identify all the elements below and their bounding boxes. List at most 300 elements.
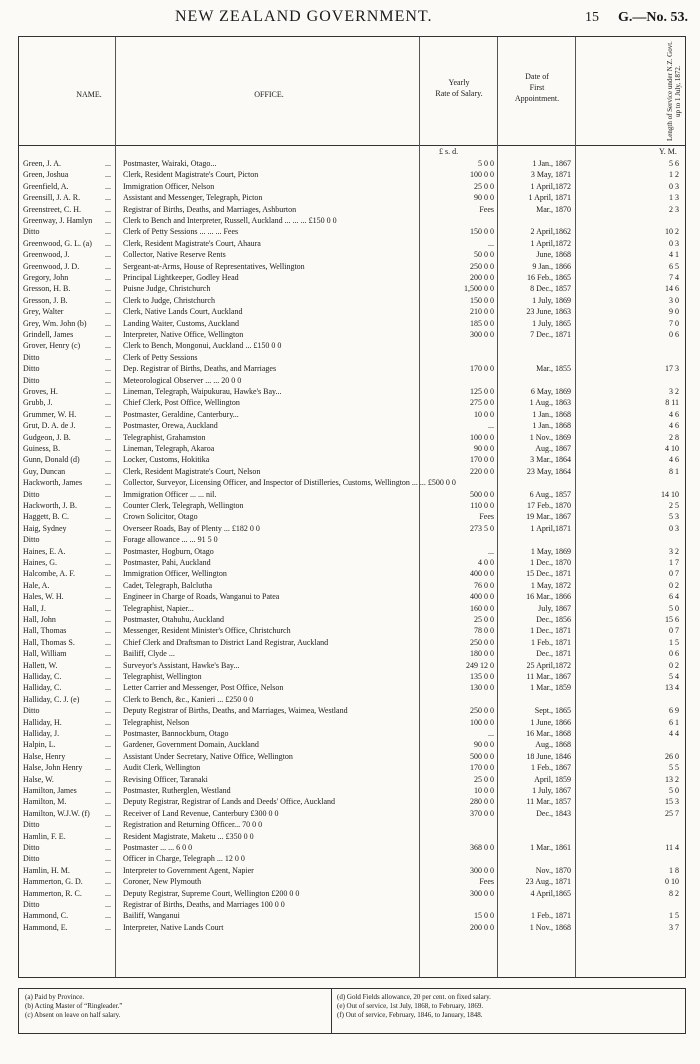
salary-cell: 170 0 0 xyxy=(470,763,494,773)
name-cell: Greenstreet, C. H. xyxy=(23,204,81,214)
leader-dots: ... xyxy=(105,375,111,385)
name-cell: Hall, William xyxy=(23,649,67,659)
leader-dots: ... xyxy=(105,911,111,921)
date-cell: Aug., 1867 xyxy=(535,444,571,453)
name-cell: Gresson, J. B. xyxy=(23,295,68,305)
name-cell: Guy, Duncan xyxy=(23,466,66,476)
salary-cell: 90 0 0 xyxy=(474,193,494,203)
length-cell: 5 6 xyxy=(669,159,679,168)
name-cell: Ditto xyxy=(23,227,40,237)
office-cell: Deputy Registrar, Registrar of Lands and Deeds' Office, Auckland xyxy=(123,797,336,807)
date-cell: 9 Jan., 1866 xyxy=(532,261,571,271)
name-cell: Greenway, J. Hamlyn xyxy=(23,216,93,225)
office-cell: Cadet, Telegraph, Balclutha xyxy=(123,580,213,590)
name-cell: Hamlin, H. M. xyxy=(23,865,70,875)
date-cell: 1 Mar., 1859 xyxy=(530,683,571,693)
length-cell: 6 5 xyxy=(669,261,679,271)
name-cell: Ditto xyxy=(23,535,40,545)
leader-dots: ... xyxy=(105,523,111,533)
name-cell: Hall, J. xyxy=(23,603,46,613)
salary-cell: 10 0 0 xyxy=(474,409,494,419)
office-cell: Sergeant-at-Arms, House of Representatives, Wellington xyxy=(123,261,305,271)
date-cell: 11 Mar., 1867 xyxy=(526,672,571,681)
name-cell: Halliday, C. xyxy=(23,683,62,693)
office-cell: Coroner, New Plymouth xyxy=(123,877,202,887)
office-cell: Collector, Surveyor, Licensing Officer, and Inspector of Distilleries, Customs, Wellington ... ... £500 0 0 xyxy=(123,478,456,488)
name-cell: Hamilton, W.J.W. (f) xyxy=(23,808,90,818)
date-cell: Aug., 1868 xyxy=(535,740,571,750)
office-cell: Registrar of Births, Deaths, and Marriages 100 0 0 xyxy=(123,900,285,909)
name-cell: Hammond, E. xyxy=(23,922,68,932)
office-cell: Audit Clerk, Wellington xyxy=(123,763,201,773)
name-cell: Ditto xyxy=(23,900,40,909)
name-cell: Gregory, John xyxy=(23,273,69,282)
office-cell: Postmaster, Bannockburn, Otago xyxy=(123,729,229,738)
name-cell: Halse, Henry xyxy=(23,751,66,761)
salary-cell: 170 0 0 xyxy=(470,364,494,374)
length-cell: 25 7 xyxy=(665,808,679,818)
salary-cell: 25 0 0 xyxy=(474,181,494,191)
salary-cell: 500 0 0 xyxy=(470,489,494,499)
date-cell: 1 Feb., 1871 xyxy=(531,911,571,921)
office-cell: Assistant and Messenger, Telegraph, Picton xyxy=(123,193,263,203)
name-cell: Greenwood, J. D. xyxy=(23,261,80,271)
leader-dots: ... xyxy=(105,660,111,670)
leader-dots: ... xyxy=(105,216,111,225)
date-cell: 1 Feb., 1867 xyxy=(531,763,571,773)
length-units: Y. M. xyxy=(659,147,677,156)
office-cell: Overseer Roads, Bay of Plenty ... £182 0 0 xyxy=(123,523,260,533)
date-cell: 1 Dec., 1871 xyxy=(530,626,571,636)
leader-dots: ... xyxy=(105,227,111,237)
length-cell: 6 9 xyxy=(669,706,679,716)
length-cell: 0 6 xyxy=(669,330,679,339)
footnote: (d) Gold Fields allowance, 20 per cent. on fixed salary. xyxy=(337,993,491,1001)
salary-cell: 4 0 0 xyxy=(478,558,494,567)
leader-dots: ... xyxy=(105,421,111,431)
name-cell: Green, Joshua xyxy=(23,170,69,180)
office-cell: Clerk to Bench and Interpreter, Russell, Auckland ... ... ... £150 0 0 xyxy=(123,216,337,225)
name-cell: Greenfield, A. xyxy=(23,181,69,191)
office-cell: Letter Carrier and Messenger, Post Office, Nelson xyxy=(123,683,284,693)
date-cell: 6 Aug., 1857 xyxy=(529,489,571,499)
name-cell: Ditto xyxy=(23,843,40,852)
leader-dots: ... xyxy=(105,865,111,875)
name-cell: Grut, D. A. de J. xyxy=(23,421,76,431)
salary-cell: 275 0 0 xyxy=(470,398,494,408)
date-cell: 1 Nov., 1869 xyxy=(529,432,571,442)
office-cell: Clerk, Resident Magistrate's Court, Ahaura xyxy=(123,238,261,248)
name-cell: Haines, E. A. xyxy=(23,546,66,556)
date-cell: 1 April,1871 xyxy=(530,523,571,533)
office-cell: Deputy Registrar, Supreme Court, Wellington £200 0 0 xyxy=(123,888,300,898)
date-cell: 17 Feb., 1870 xyxy=(527,501,571,510)
date-cell: Nov., 1870 xyxy=(535,865,571,875)
name-cell: Halliday, H. xyxy=(23,717,62,727)
office-cell: Meteorological Observer ... ... 20 0 0 xyxy=(123,375,242,385)
salary-cell: 300 0 0 xyxy=(470,865,494,875)
office-cell: Assistant Under Secretary, Native Office, Wellington xyxy=(123,751,293,761)
length-cell: 6 1 xyxy=(669,717,679,727)
name-cell: Grubb, J. xyxy=(23,398,53,408)
office-cell: Chief Clerk, Post Office, Wellington xyxy=(123,398,240,408)
col-date-header: Date of First Appointment. xyxy=(514,72,560,103)
leader-dots: ... xyxy=(105,922,111,932)
name-cell: Guiness, B. xyxy=(23,444,61,453)
office-cell: Chief Clerk and Draftsman to District Land Registrar, Auckland xyxy=(123,637,329,647)
date-cell: 1 July, 1865 xyxy=(532,318,571,328)
name-cell: Hammerton, G. D. xyxy=(23,877,83,887)
name-cell: Green, J. A. xyxy=(23,159,61,168)
office-cell: Lineman, Telegraph, Akaroa xyxy=(123,444,215,453)
office-cell: Gardener, Government Domain, Auckland xyxy=(123,740,259,750)
office-cell: Engineer in Charge of Roads, Wanganui to Patea xyxy=(123,592,280,602)
date-cell: Sept., 1865 xyxy=(534,706,571,716)
office-cell: Postmaster, Geraldine, Canterbury... xyxy=(123,409,239,419)
office-cell: Clerk to Judge, Christchurch xyxy=(123,295,215,305)
office-cell: Officer in Charge, Telegraph ... 12 0 0 xyxy=(123,854,245,864)
name-cell: Hamilton, James xyxy=(23,786,77,795)
name-cell: Greenwood, G. L. (a) xyxy=(23,238,92,248)
date-cell: 1 Aug., 1863 xyxy=(529,398,571,408)
name-cell: Hackworth, James xyxy=(23,478,83,488)
date-cell: Mar., 1855 xyxy=(536,364,571,374)
office-cell: Lineman, Telegraph, Waipukurau, Hawke's Bay... xyxy=(123,387,282,396)
page-number: 15 xyxy=(585,10,599,25)
salary-cell: 170 0 0 xyxy=(470,455,494,465)
footnote: (c) Absent on leave on half salary. xyxy=(25,1011,121,1019)
length-cell: 0 2 xyxy=(669,660,679,670)
name-cell: Haig, Sydney xyxy=(23,523,67,533)
leader-dots: ... xyxy=(105,717,111,727)
office-cell: Puisne Judge, Christchurch xyxy=(123,284,211,294)
date-cell: 8 Dec., 1857 xyxy=(530,284,571,294)
office-cell: Surveyor's Assistant, Hawke's Bay... xyxy=(123,660,240,670)
salary-cell: 130 0 0 xyxy=(470,683,494,693)
length-cell: 11 4 xyxy=(665,843,679,852)
leader-dots: ... xyxy=(105,159,111,168)
salary-cell: ... xyxy=(488,421,494,431)
date-cell: 23 June, 1863 xyxy=(526,307,571,317)
length-cell: 4 6 xyxy=(669,409,679,419)
leader-dots: ... xyxy=(105,466,111,476)
salary-cell: 90 0 0 xyxy=(474,444,494,453)
leader-dots: ... xyxy=(105,204,111,214)
date-cell: 1 Mar., 1861 xyxy=(530,843,571,852)
leader-dots: ... xyxy=(105,398,111,408)
date-cell: 1 Feb., 1871 xyxy=(531,637,571,647)
footnotes xyxy=(18,988,686,1034)
salary-cell: 160 0 0 xyxy=(470,603,494,613)
salary-cell: 100 0 0 xyxy=(470,170,494,180)
date-cell: July, 1867 xyxy=(538,603,571,613)
col-salary-header: Yearly Rate of Salary. xyxy=(435,78,483,98)
length-cell: 4 1 xyxy=(669,250,679,260)
salary-cell: 500 0 0 xyxy=(470,751,494,761)
date-cell: June, 1868 xyxy=(536,250,571,260)
leader-dots: ... xyxy=(105,273,111,282)
name-cell: Hales, W. H. xyxy=(23,592,64,602)
length-cell: 3 7 xyxy=(669,922,679,932)
salary-cell: 368 0 0 xyxy=(470,843,494,852)
length-cell: 3 0 xyxy=(669,295,679,305)
name-cell: Gudgeon, J. B. xyxy=(23,432,71,442)
length-cell: 5 5 xyxy=(669,763,679,773)
name-cell: Grey, Walter xyxy=(23,307,64,317)
length-cell: 8 1 xyxy=(669,466,679,476)
leader-dots: ... xyxy=(105,740,111,750)
length-cell: 3 2 xyxy=(669,387,679,396)
salary-cell: 250 0 0 xyxy=(470,706,494,716)
office-cell: Interpreter, Native Office, Wellington xyxy=(123,330,244,339)
salary-cell: 90 0 0 xyxy=(474,740,494,750)
date-cell: 1 Jan., 1867 xyxy=(532,159,571,168)
length-cell: 1 8 xyxy=(669,865,679,875)
name-cell: Hall, Thomas xyxy=(23,626,67,636)
salary-cell: 280 0 0 xyxy=(470,797,494,807)
office-cell: Clerk to Bench, &c., Kanieri ... £250 0 0 xyxy=(123,694,254,704)
date-cell: 1 Jan., 1868 xyxy=(532,421,571,431)
salary-cell: 135 0 0 xyxy=(470,672,494,681)
leader-dots: ... xyxy=(105,546,111,556)
name-cell: Hall, John xyxy=(23,615,56,624)
col-length-header: Length of Service under N.Z. Govt. up to 1 July, 1872. xyxy=(666,41,682,141)
date-cell: 7 Dec., 1871 xyxy=(530,330,571,339)
salary-cell: 78 0 0 xyxy=(474,626,494,636)
salary-cell: 25 0 0 xyxy=(474,615,494,624)
leader-dots: ... xyxy=(105,387,111,396)
length-cell: 0 2 xyxy=(669,580,679,590)
name-cell: Halpin, L. xyxy=(23,740,56,750)
date-cell: 18 June, 1846 xyxy=(526,751,571,761)
office-cell: Messenger, Resident Minister's Office, Christchurch xyxy=(123,626,291,636)
name-cell: Hammerton, R. C. xyxy=(23,888,82,898)
length-cell: 9 0 xyxy=(669,307,679,317)
date-cell: 16 Mar., 1868 xyxy=(526,729,571,738)
name-cell: Hallett, W. xyxy=(23,660,58,670)
salary-cell: 185 0 0 xyxy=(470,318,494,328)
length-cell: 1 7 xyxy=(669,558,679,567)
salary-cell: 125 0 0 xyxy=(470,387,494,396)
office-cell: Telegraphist, Napier... xyxy=(123,603,194,613)
name-cell: Hamlin, F. E. xyxy=(23,831,66,841)
divider-name xyxy=(115,37,116,977)
office-cell: Postmaster, Orewa, Auckland xyxy=(123,421,218,431)
date-cell: 23 May, 1864 xyxy=(526,466,571,476)
leader-dots: ... xyxy=(105,603,111,613)
salary-cell: 200 0 0 xyxy=(470,922,494,932)
table-header xyxy=(19,37,685,146)
length-cell: 7 4 xyxy=(669,273,679,282)
length-cell: 0 7 xyxy=(669,626,679,636)
office-cell: Crown Solicitor, Otago xyxy=(123,512,198,522)
date-cell: Dec., 1856 xyxy=(536,615,571,624)
name-cell: Hammond, C. xyxy=(23,911,69,921)
date-cell: 1 June, 1866 xyxy=(530,717,571,727)
name-cell: Ditto xyxy=(23,820,40,830)
length-cell: 14 6 xyxy=(665,284,679,294)
office-cell: Clerk of Petty Sessions xyxy=(123,352,198,362)
leader-dots: ... xyxy=(105,831,111,841)
length-cell: 5 0 xyxy=(669,603,679,613)
length-cell: 7 0 xyxy=(669,318,679,328)
footnote: (a) Paid by Province. xyxy=(25,993,85,1001)
leader-dots: ... xyxy=(105,808,111,818)
salary-cell: ... xyxy=(488,546,494,556)
length-cell: 15 6 xyxy=(665,615,679,624)
length-cell: 17 3 xyxy=(665,364,679,374)
leader-dots: ... xyxy=(105,774,111,784)
office-cell: Clerk, Native Lands Court, Auckland xyxy=(123,307,243,317)
name-cell: Ditto xyxy=(23,352,40,362)
salary-cell: 25 0 0 xyxy=(474,774,494,784)
salary-cell: 400 0 0 xyxy=(470,569,494,579)
salary-cell: 150 0 0 xyxy=(470,227,494,237)
length-cell: 0 3 xyxy=(669,181,679,191)
length-cell: 1 5 xyxy=(669,911,679,921)
salary-cell: 180 0 0 xyxy=(470,649,494,659)
leader-dots: ... xyxy=(105,672,111,681)
col-office-header: OFFICE. xyxy=(254,90,284,99)
office-cell: Postmaster ... ... 6 0 0 xyxy=(123,843,193,852)
office-cell: Clerk, Resident Magistrate's Court, Nelson xyxy=(123,466,261,476)
length-cell: 8 2 xyxy=(669,888,679,898)
leader-dots: ... xyxy=(105,751,111,761)
footnotes-left xyxy=(25,993,325,1020)
office-cell: Deputy Registrar of Births, Deaths, and Marriages, Waimea, Westland xyxy=(123,706,348,716)
footnotes-right xyxy=(337,993,677,1020)
leader-dots: ... xyxy=(105,444,111,453)
date-cell: 16 Feb., 1865 xyxy=(527,273,571,282)
name-cell: Halcombe, A. F. xyxy=(23,569,76,579)
footnote: (f) Out of service, February, 1846, to January, 1848. xyxy=(337,1011,483,1019)
length-cell: 5 3 xyxy=(669,512,679,522)
length-cell: 13 2 xyxy=(665,774,679,784)
col-name-header: NAME. xyxy=(76,90,102,99)
salary-cell: 76 0 0 xyxy=(474,580,494,590)
office-cell: Telegraphist, Grahamston xyxy=(123,432,206,442)
date-cell: 23 Aug., 1871 xyxy=(525,877,571,887)
leader-dots: ... xyxy=(105,181,111,191)
length-cell: 4 10 xyxy=(665,444,679,453)
length-cell: 6 4 xyxy=(669,592,679,602)
salary-cell: 300 0 0 xyxy=(470,888,494,898)
office-cell: Telegraphist, Wellington xyxy=(123,672,202,681)
office-cell: Interpreter, Native Lands Court xyxy=(123,922,224,932)
leader-dots: ... xyxy=(105,592,111,602)
date-cell: 1 April, 1871 xyxy=(528,193,571,203)
date-cell: 1 Nov., 1868 xyxy=(529,922,571,932)
salary-cell: 15 0 0 xyxy=(474,911,494,921)
length-cell: 1 3 xyxy=(669,193,679,203)
salary-cell: 300 0 0 xyxy=(470,330,494,339)
page-header xyxy=(0,0,700,40)
leader-dots: ... xyxy=(105,877,111,887)
length-cell: 2 5 xyxy=(669,501,679,510)
name-cell: Ditto xyxy=(23,489,40,499)
name-cell: Groves, H. xyxy=(23,387,58,396)
salary-cell: Fees xyxy=(479,204,494,214)
date-cell: 1 April,1872 xyxy=(530,238,571,248)
name-cell: Hamilton, M. xyxy=(23,797,67,807)
office-cell: Registrar of Births, Deaths, and Marriages, Ashburton xyxy=(123,204,297,214)
name-cell: Gresson, H. B. xyxy=(23,284,71,294)
length-cell: 1 2 xyxy=(669,170,679,180)
date-cell: 4 April,1865 xyxy=(530,888,571,898)
salary-cell: 100 0 0 xyxy=(470,717,494,727)
length-cell: 2 3 xyxy=(669,204,679,214)
salary-cell: 249 12 0 xyxy=(466,660,494,670)
leader-dots: ... xyxy=(105,786,111,795)
leader-dots: ... xyxy=(105,900,111,909)
leader-dots: ... xyxy=(105,626,111,636)
salary-cell: 370 0 0 xyxy=(470,808,494,818)
office-cell: Immigration Officer, Nelson xyxy=(123,181,215,191)
office-cell: Locker, Customs, Hokitika xyxy=(123,455,210,465)
name-cell: Haines, G. xyxy=(23,558,57,567)
date-cell: 3 May, 1871 xyxy=(530,170,571,180)
leader-dots: ... xyxy=(105,569,111,579)
length-cell: 1 5 xyxy=(669,637,679,647)
salary-cell: ... xyxy=(488,238,494,248)
leader-dots: ... xyxy=(105,649,111,659)
footnote: (e) Out of service, 1st July, 1868, to February, 1869. xyxy=(337,1002,484,1010)
office-cell: Principal Lightkeeper, Godley Head xyxy=(123,273,239,282)
length-cell: 3 2 xyxy=(669,546,679,556)
length-cell: 14 10 xyxy=(661,489,679,499)
salary-cell: 210 0 0 xyxy=(470,307,494,317)
name-cell: Haggett, B. C. xyxy=(23,512,69,522)
salary-cell: 100 0 0 xyxy=(470,432,494,442)
leader-dots: ... xyxy=(105,558,111,567)
salary-cell: 250 0 0 xyxy=(470,261,494,271)
leader-dots: ... xyxy=(105,843,111,852)
name-cell: Ditto xyxy=(23,364,40,374)
leader-dots: ... xyxy=(105,763,111,773)
leader-dots: ... xyxy=(105,478,111,488)
name-cell: Grummer, W. H. xyxy=(23,409,77,419)
date-cell: 1 July, 1869 xyxy=(532,295,571,305)
length-cell: 13 4 xyxy=(665,683,679,693)
office-cell: Resident Magistrate, Maketu ... £350 0 0 xyxy=(123,831,254,841)
length-cell: 5 0 xyxy=(669,786,679,795)
date-cell: April, 1859 xyxy=(534,774,571,784)
date-cell: 25 April,1872 xyxy=(526,660,571,670)
name-cell: Halse, W. xyxy=(23,774,54,784)
leader-dots: ... xyxy=(105,797,111,807)
leader-dots: ... xyxy=(105,729,111,738)
name-cell: Hackworth, J. B. xyxy=(23,501,77,510)
office-cell: Clerk, Resident Magistrate's Court, Picton xyxy=(123,170,259,180)
date-cell: Dec., 1843 xyxy=(536,808,571,818)
salary-cell: ... xyxy=(488,729,494,738)
leader-dots: ... xyxy=(105,854,111,864)
leader-dots: ... xyxy=(105,580,111,590)
leader-dots: ... xyxy=(105,193,111,203)
document-title: NEW ZEALAND GOVERNMENT. xyxy=(175,8,433,25)
divider-date xyxy=(575,37,576,977)
office-cell: Landing Waiter, Customs, Auckland xyxy=(123,318,239,328)
date-cell: 1 Jan., 1868 xyxy=(532,409,571,419)
office-cell: Clerk to Bench, Mongonui, Auckland ... £150 0 0 xyxy=(123,341,282,351)
office-cell: Dep. Registrar of Births, Deaths, and Marriages xyxy=(123,364,277,374)
salary-cell: 110 0 0 xyxy=(470,501,494,510)
leader-dots: ... xyxy=(105,637,111,647)
name-cell: Halliday, C. J. (e) xyxy=(23,694,80,704)
length-cell: 4 6 xyxy=(669,455,679,465)
date-cell: 15 Dec., 1871 xyxy=(526,569,571,579)
office-cell: Postmaster, Pahi, Auckland xyxy=(123,558,211,567)
